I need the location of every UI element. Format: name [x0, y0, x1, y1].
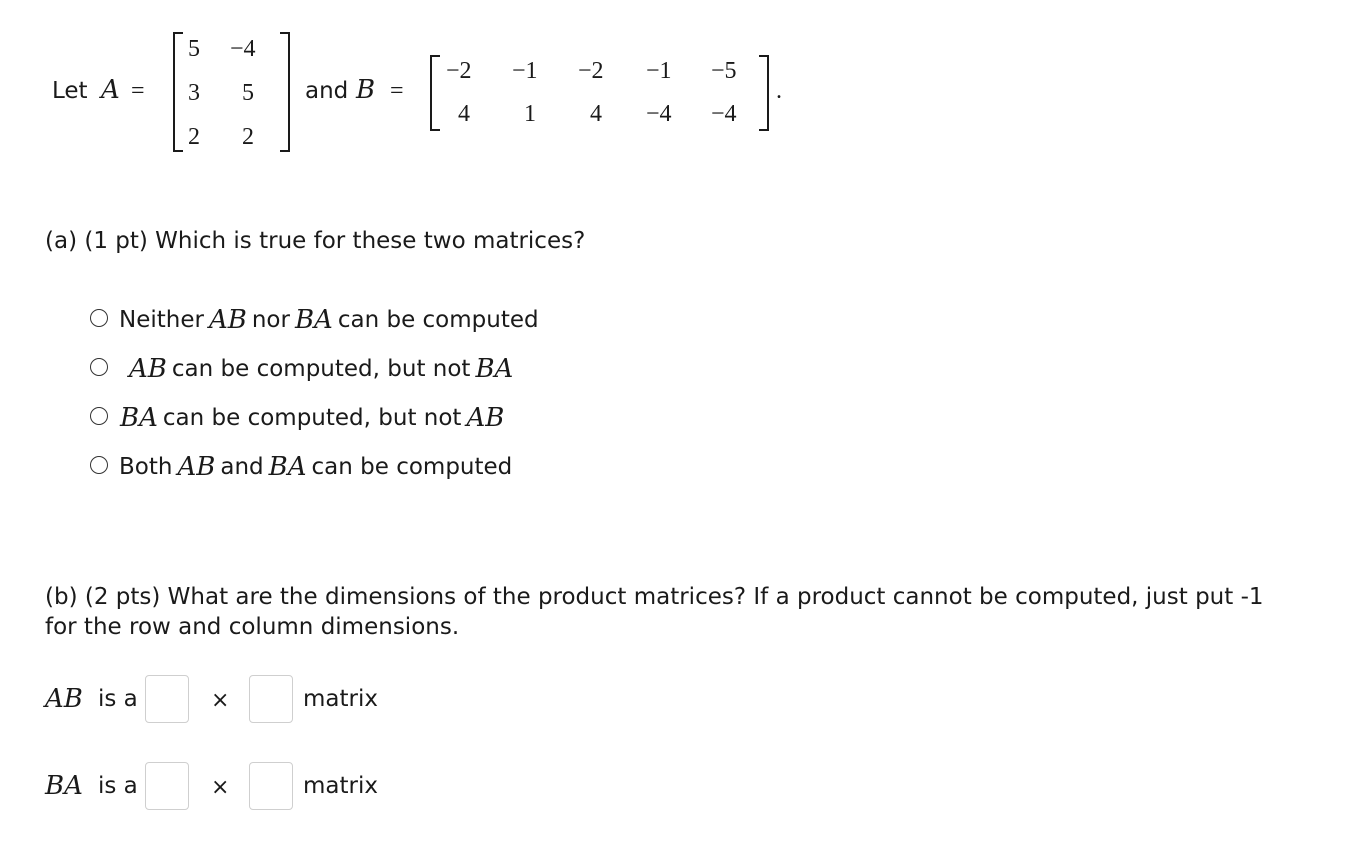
- option-math: AB: [177, 452, 216, 482]
- matrix-b-symbol: B: [356, 75, 376, 105]
- option-3-label: [115, 403, 509, 433]
- matrix-b-cell: −4: [711, 101, 737, 127]
- let-label: Let: [52, 78, 88, 104]
- matrix-a-cell: 3: [188, 80, 200, 106]
- matrix-b-cell: 1: [524, 101, 536, 127]
- ab-symbol: AB: [45, 684, 83, 714]
- matrix-a-cell: 2: [242, 124, 254, 150]
- ab-matrix-label: matrix: [303, 686, 378, 712]
- matrix-a-cell: −4: [230, 36, 256, 62]
- option-math: AB: [466, 403, 505, 433]
- matrix-a-right-bracket: [280, 32, 290, 152]
- matrix-b-cell: −5: [711, 58, 737, 84]
- matrix-b-cell: −2: [446, 58, 472, 84]
- option-math: BA: [294, 305, 333, 335]
- matrix-a-cell: 2: [188, 124, 200, 150]
- part-b-question-line-2: for the row and column dimensions.: [45, 614, 460, 640]
- option-math: BA: [268, 452, 307, 482]
- matrix-b-cell: −4: [646, 101, 672, 127]
- matrix-a-cell: 5: [242, 80, 254, 106]
- period: .: [776, 78, 782, 104]
- option-text: Neither: [119, 307, 204, 333]
- ba-matrix-label: matrix: [303, 773, 378, 799]
- ab-cols-input[interactable]: [249, 675, 293, 723]
- option-3-radio[interactable]: [90, 407, 108, 425]
- option-text: can be computed: [337, 307, 539, 333]
- equals-sign-a: =: [131, 78, 145, 104]
- ab-times-sign: ×: [211, 688, 230, 713]
- ba-is-a-label: is a: [98, 773, 138, 799]
- option-math: BA: [475, 354, 514, 384]
- ba-rows-input[interactable]: [145, 762, 189, 810]
- option-4-radio[interactable]: [90, 456, 108, 474]
- ba-times-sign: ×: [211, 775, 230, 800]
- matrix-a-symbol: A: [101, 75, 120, 105]
- option-math: BA: [120, 403, 158, 433]
- option-math: AB: [208, 305, 247, 335]
- option-text: can be computed: [311, 454, 513, 480]
- option-4-label: [119, 452, 512, 482]
- matrix-b-cell: −2: [578, 58, 604, 84]
- option-math: AB: [129, 354, 167, 384]
- matrix-b-cell: −1: [512, 58, 538, 84]
- and-label: and: [305, 78, 349, 104]
- ab-is-a-label: is a: [98, 686, 138, 712]
- equals-sign-b: =: [390, 78, 404, 104]
- part-a-question: (a) (1 pt) Which is true for these two matrices?: [45, 228, 586, 254]
- option-1-radio[interactable]: [90, 309, 108, 327]
- ba-symbol: BA: [45, 771, 83, 801]
- ba-cols-input[interactable]: [249, 762, 293, 810]
- option-text: and: [220, 454, 264, 480]
- part-b-question-line-1: (b) (2 pts) What are the dimensions of the product matrices? If a product cannot be computed, just put -1: [45, 584, 1264, 610]
- matrix-a-left-bracket: [173, 32, 183, 152]
- option-1-label: [119, 305, 539, 335]
- matrix-b-cell: 4: [590, 101, 602, 127]
- matrix-a-cell: 5: [188, 36, 200, 62]
- option-text: can be computed, but not: [162, 405, 462, 431]
- matrix-b-cell: −1: [646, 58, 672, 84]
- option-text: can be computed, but not: [171, 356, 471, 382]
- option-text: nor: [251, 307, 290, 333]
- option-2-label: [124, 354, 518, 384]
- ab-rows-input[interactable]: [145, 675, 189, 723]
- matrix-b-left-bracket: [430, 55, 440, 131]
- matrix-b-right-bracket: [759, 55, 769, 131]
- matrix-b-cell: 4: [458, 101, 470, 127]
- option-text: Both: [119, 454, 173, 480]
- option-2-radio[interactable]: [90, 358, 108, 376]
